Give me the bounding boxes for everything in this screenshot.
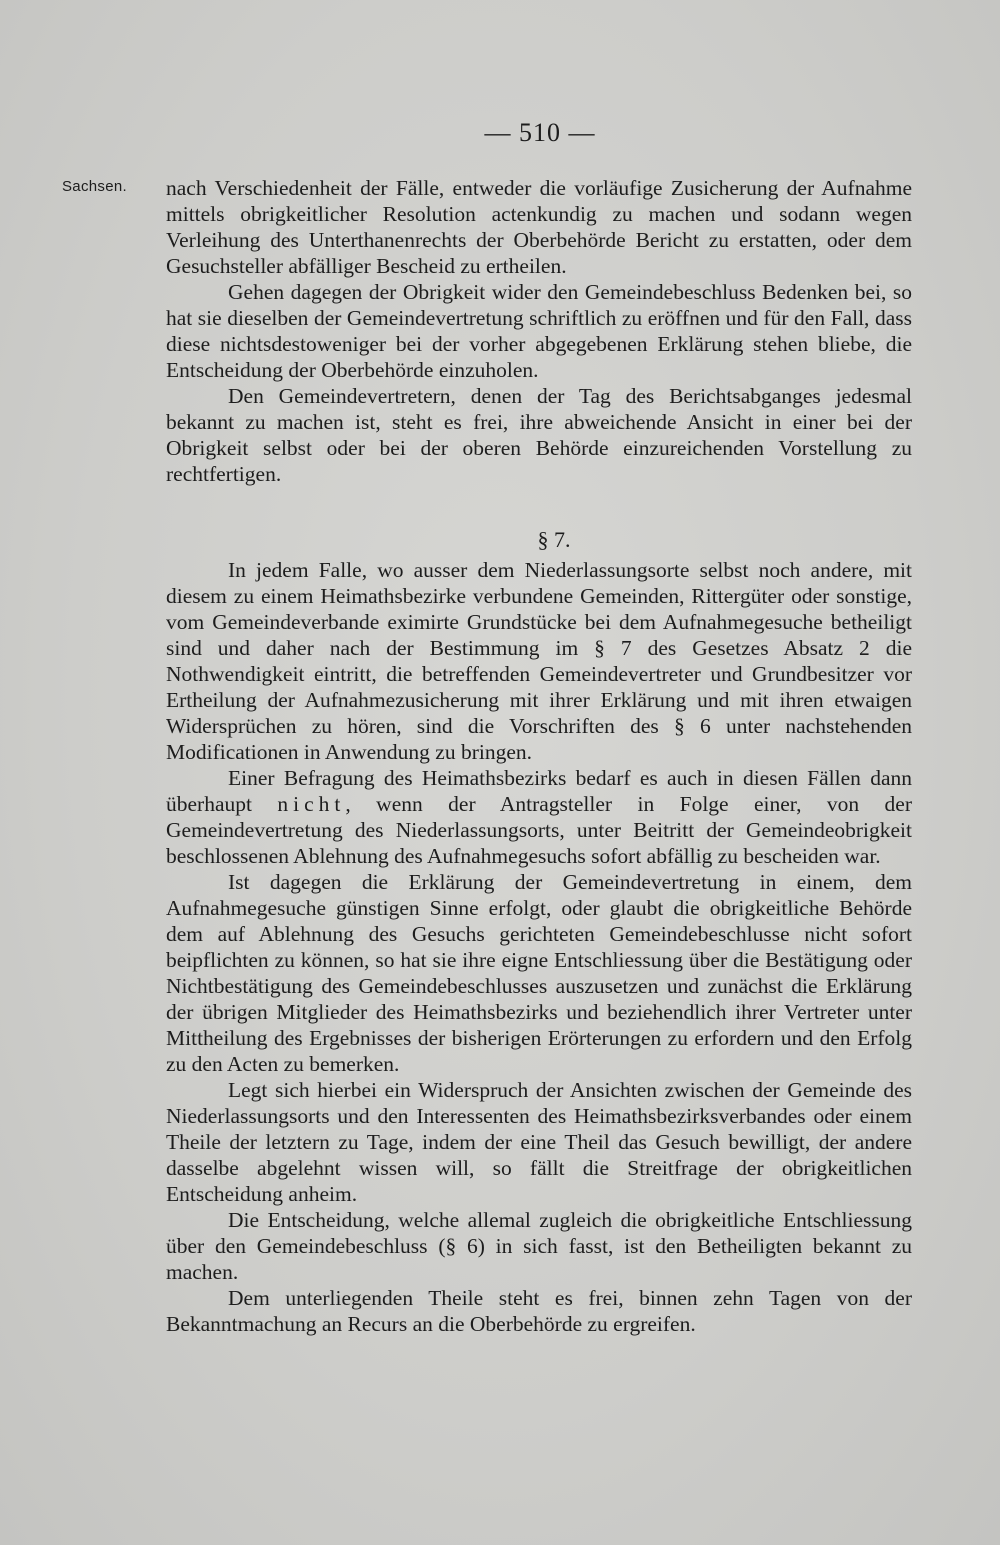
paragraph: Die Entscheidung, welche allemal zugleich die obrigkeitliche Entschliessung über den Gemeindebeschluss (§ 6) in sich fasst, ist den Betheiligten bekannt zu machen. (166, 1208, 912, 1284)
paragraph: In jedem Falle, wo ausser dem Niederlassungsorte selbst noch andere, mit diesem zu einem Heimathsbezirke verbundene Gemeinden, Rittergüter oder sonstige, vom Gemeindeverbande eximirte Grundstücke bei dem Aufnahmegesuche betheiligt sind und daher nach der Bestimmung im § 7 des Gesetzes Absatz 2 die Nothwendigkeit eintritt, die betreffenden Gemeindevertreter und Grundbesitzer vor Ertheilung der Aufnahmezusicherung mit ihrer Erklärung und mit ihren etwaigen Widersprüchen zu hören, sind die Vorschriften des § 6 unter nachstehenden Modificationen in Anwendung zu bringen. (166, 558, 912, 764)
paragraph-text: , wenn der Antragsteller in Folge einer, von der Gemeindevertretung des Niederlassungsorts, unter Beitritt der Gemeindeobrigkeit beschlossenen Ablehnung des Aufnahmegesuchs sofort abfällig zu bescheiden war. (166, 792, 913, 868)
paragraph (166, 765, 912, 869)
paragraph: Dem unterliegenden Theile steht es frei, binnen zehn Tagen von der Bekanntmachung an Recurs an die Oberbehörde zu ergreifen. (166, 1286, 912, 1336)
emphasized-word: nicht (277, 792, 346, 816)
paragraph: Gehen dagegen der Obrigkeit wider den Gemeindebeschluss Bedenken bei, so hat sie dieselben der Gemeindevertretung schriftlich zu eröffnen und für den Fall, dass diese nichtsdestoweniger bei der vorher abgegebenen Erklärung stehen bliebe, die Entscheidung der Oberbehörde einzuholen. (166, 280, 912, 382)
paragraph: Den Gemeindevertretern, denen der Tag des Berichtsabganges jedesmal bekannt zu machen ist, steht es frei, ihre abweichende Ansicht in einer bei der Obrigkeit selbst oder bei der oberen Behörde einzureichenden Vorstellung zu rechtfertigen. (166, 384, 912, 486)
paragraph: Legt sich hierbei ein Widerspruch der Ansichten zwischen der Gemeinde des Niederlassungsorts und den Interessenten des Heimathsbezirksverbandes oder einem Theile der letztern zu Tage, indem der eine Theil das Gesuch bewilligt, der andere dasselbe abgelehnt wissen will, so fällt die Streitfrage der obrigkeitlichen Entscheidung anheim. (166, 1078, 912, 1206)
body-text (166, 175, 912, 1337)
margin-note: Sachsen. (62, 178, 127, 195)
paragraph: Ist dagegen die Erklärung der Gemeindevertretung in einem, dem Aufnahmegesuche günstigen Sinne erfolgt, oder glaubt die obrigkeitliche Behörde dem auf Ablehnung des Gesuchs gerichteten Gemeindebeschlusse nicht sofort beipflichten zu können, so hat sie ihre eigne Entschliessung über die Bestätigung oder Nichtbestätigung des Gemeindebeschlusses auszusetzen und zunächst die Erklärung der übrigen Mitglieder des Heimathsbezirks und beziehendlich ihrer Vertreter unter Mittheilung des Ergebnisses der bisherigen Erörterungen zu erfordern und den Erfolg zu den Acten zu bemerken. (166, 870, 912, 1076)
section-heading: § 7. (537, 527, 571, 552)
page-number: — 510 — (484, 118, 596, 147)
paragraph: nach Verschiedenheit der Fälle, entweder die vorläufige Zusicherung der Aufnahme mittels obrigkeitlicher Resolution actenkundig zu machen und sodann wegen Verleihung des Unterthanenrechts der Oberbehörde Bericht zu erstatten, oder dem Gesuchsteller abfälliger Bescheid zu ertheilen. (166, 176, 912, 278)
paragraph-text: Einer Befragung des Heimathsbezirks bedarf es auch in diesen Fällen dann überhaupt (166, 766, 912, 816)
